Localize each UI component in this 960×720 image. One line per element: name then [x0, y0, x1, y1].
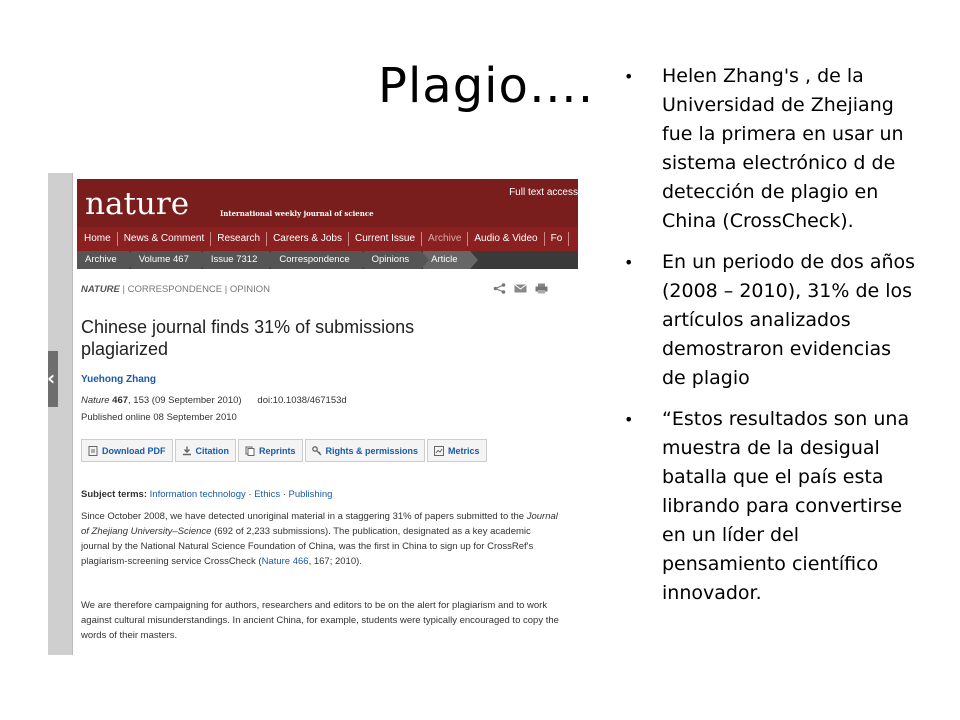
reprints-label: Reprints: [259, 445, 296, 456]
bullet-dot: •: [624, 410, 634, 429]
author-link[interactable]: Yuehong Zhang: [81, 374, 156, 385]
browser-page: [72, 173, 577, 655]
share-icon[interactable]: [493, 283, 506, 294]
key-icon: [312, 446, 322, 456]
citation-label: Citation: [195, 445, 229, 456]
nav-research[interactable]: Research: [211, 232, 267, 246]
article-paragraph-1: [81, 509, 561, 569]
section-label: [81, 284, 270, 295]
article-tools: [493, 283, 548, 294]
bullet-dot: •: [624, 253, 634, 272]
section-journal: NATURE: [81, 284, 120, 295]
download-pdf-label: Download PDF: [102, 445, 166, 456]
print-icon[interactable]: [535, 283, 548, 294]
para1-text-a: Since October 2008, we have detected unoriginal material in a staggering 31% of papers submitted to the: [81, 511, 527, 522]
reprints-button[interactable]: [238, 439, 303, 462]
slide-title: Plagio….: [378, 58, 595, 114]
subject-information-technology[interactable]: Information technology: [149, 489, 246, 500]
para1-journal: Journal of Zhejiang University–Science: [81, 511, 558, 537]
bullet-list: [620, 62, 920, 620]
published-date: Published online 08 September 2010: [81, 412, 237, 423]
reprints-icon: [245, 446, 255, 456]
nav-audio-video[interactable]: Audio & Video: [468, 232, 544, 246]
full-text-access-link[interactable]: Full text access: [509, 187, 578, 198]
chevron-left-icon[interactable]: ‹: [47, 366, 56, 390]
breadcrumb-volume[interactable]: Volume 467: [131, 251, 201, 269]
citation-button[interactable]: [175, 439, 237, 462]
bullet-text: En un periodo de dos años (2008 – 2010), 31% de los artículos analizados demostraron evidencias de plagio: [662, 251, 916, 389]
subject-separator: ·: [280, 489, 289, 500]
para1-ref-link[interactable]: Nature 466: [261, 556, 309, 567]
nature-logo[interactable]: nature: [85, 186, 190, 222]
metrics-button[interactable]: [427, 439, 487, 462]
bullet-text: “Estos resultados son una muestra de la desigual batalla que el país esta librando para convertirse en un líder del pensamiento científico innovador.: [662, 408, 910, 604]
subject-separator: ·: [245, 489, 255, 500]
bullet-item: [620, 405, 920, 608]
article-title: Chinese journal finds 31% of submissions plagiarized: [81, 317, 415, 359]
rights-permissions-label: Rights & permissions: [325, 445, 419, 456]
pdf-icon: [88, 446, 98, 456]
article-actions: [81, 439, 487, 462]
section-rest: | CORRESPONDENCE | OPINION: [119, 284, 270, 295]
bullet-item: [620, 248, 920, 393]
nav-more[interactable]: Fo: [545, 232, 570, 246]
nav-archive[interactable]: Archive: [422, 232, 468, 246]
article-screenshot: [48, 173, 577, 655]
masthead: [77, 179, 578, 227]
citation-doi: doi:10.1038/467153d: [257, 395, 347, 406]
subject-ethics[interactable]: Ethics: [254, 489, 281, 500]
citation-pages-date: , 153 (09 September 2010): [128, 395, 242, 406]
citation-line: [81, 395, 347, 406]
nav-careers-jobs[interactable]: Careers & Jobs: [267, 232, 349, 246]
citation-volume: 467: [112, 395, 129, 406]
breadcrumb-issue[interactable]: Issue 7312: [203, 251, 269, 269]
rights-permissions-button[interactable]: [305, 439, 426, 462]
para1-text-c: , 167; 2010).: [308, 556, 362, 567]
breadcrumb-opinions[interactable]: Opinions: [364, 251, 422, 269]
article-paragraph-2: We are therefore campaigning for authors, researchers and editors to be on the alert for plagiarism and to work against cultural misunderstandings. In ancient China, for example, students were typically encouraged to copy the words of their masters.: [81, 600, 559, 641]
email-icon[interactable]: [514, 283, 527, 294]
bullet-item: [620, 62, 920, 236]
download-icon: [182, 446, 192, 456]
metrics-icon: [434, 446, 444, 456]
left-scrollbar[interactable]: [48, 173, 72, 655]
nav-current-issue[interactable]: Current Issue: [349, 232, 422, 246]
subject-terms: [81, 489, 332, 500]
para1-text-b: (692 of 2,233 submissions). The publication, designated as a key academic journal by the National Natural Science Foundation of China, was the first in China to sign up for CrossRef's plagiarism-screening service CrossCheck (: [81, 526, 534, 567]
nav-news-comment[interactable]: News & Comment: [118, 232, 212, 246]
metrics-label: Metrics: [448, 445, 480, 456]
subject-terms-label: Subject terms:: [81, 489, 147, 500]
nav-home[interactable]: Home: [77, 232, 118, 246]
breadcrumb-archive[interactable]: Archive: [77, 251, 129, 269]
breadcrumb-article: Article: [423, 251, 469, 269]
download-pdf-button[interactable]: [81, 439, 173, 462]
breadcrumb-correspondence[interactable]: Correspondence: [271, 251, 361, 269]
bullet-text: Helen Zhang's , de la Universidad de Zhejiang fue la primera en usar un sistema electrónico d de detección de plagio en China (CrossCheck).: [662, 65, 904, 232]
subject-publishing[interactable]: Publishing: [288, 489, 333, 500]
tagline: International weekly journal of science: [220, 209, 374, 218]
citation-journal: Nature: [81, 395, 110, 406]
main-nav: [77, 227, 578, 251]
bullet-dot: •: [624, 67, 634, 86]
breadcrumb: [77, 251, 578, 269]
